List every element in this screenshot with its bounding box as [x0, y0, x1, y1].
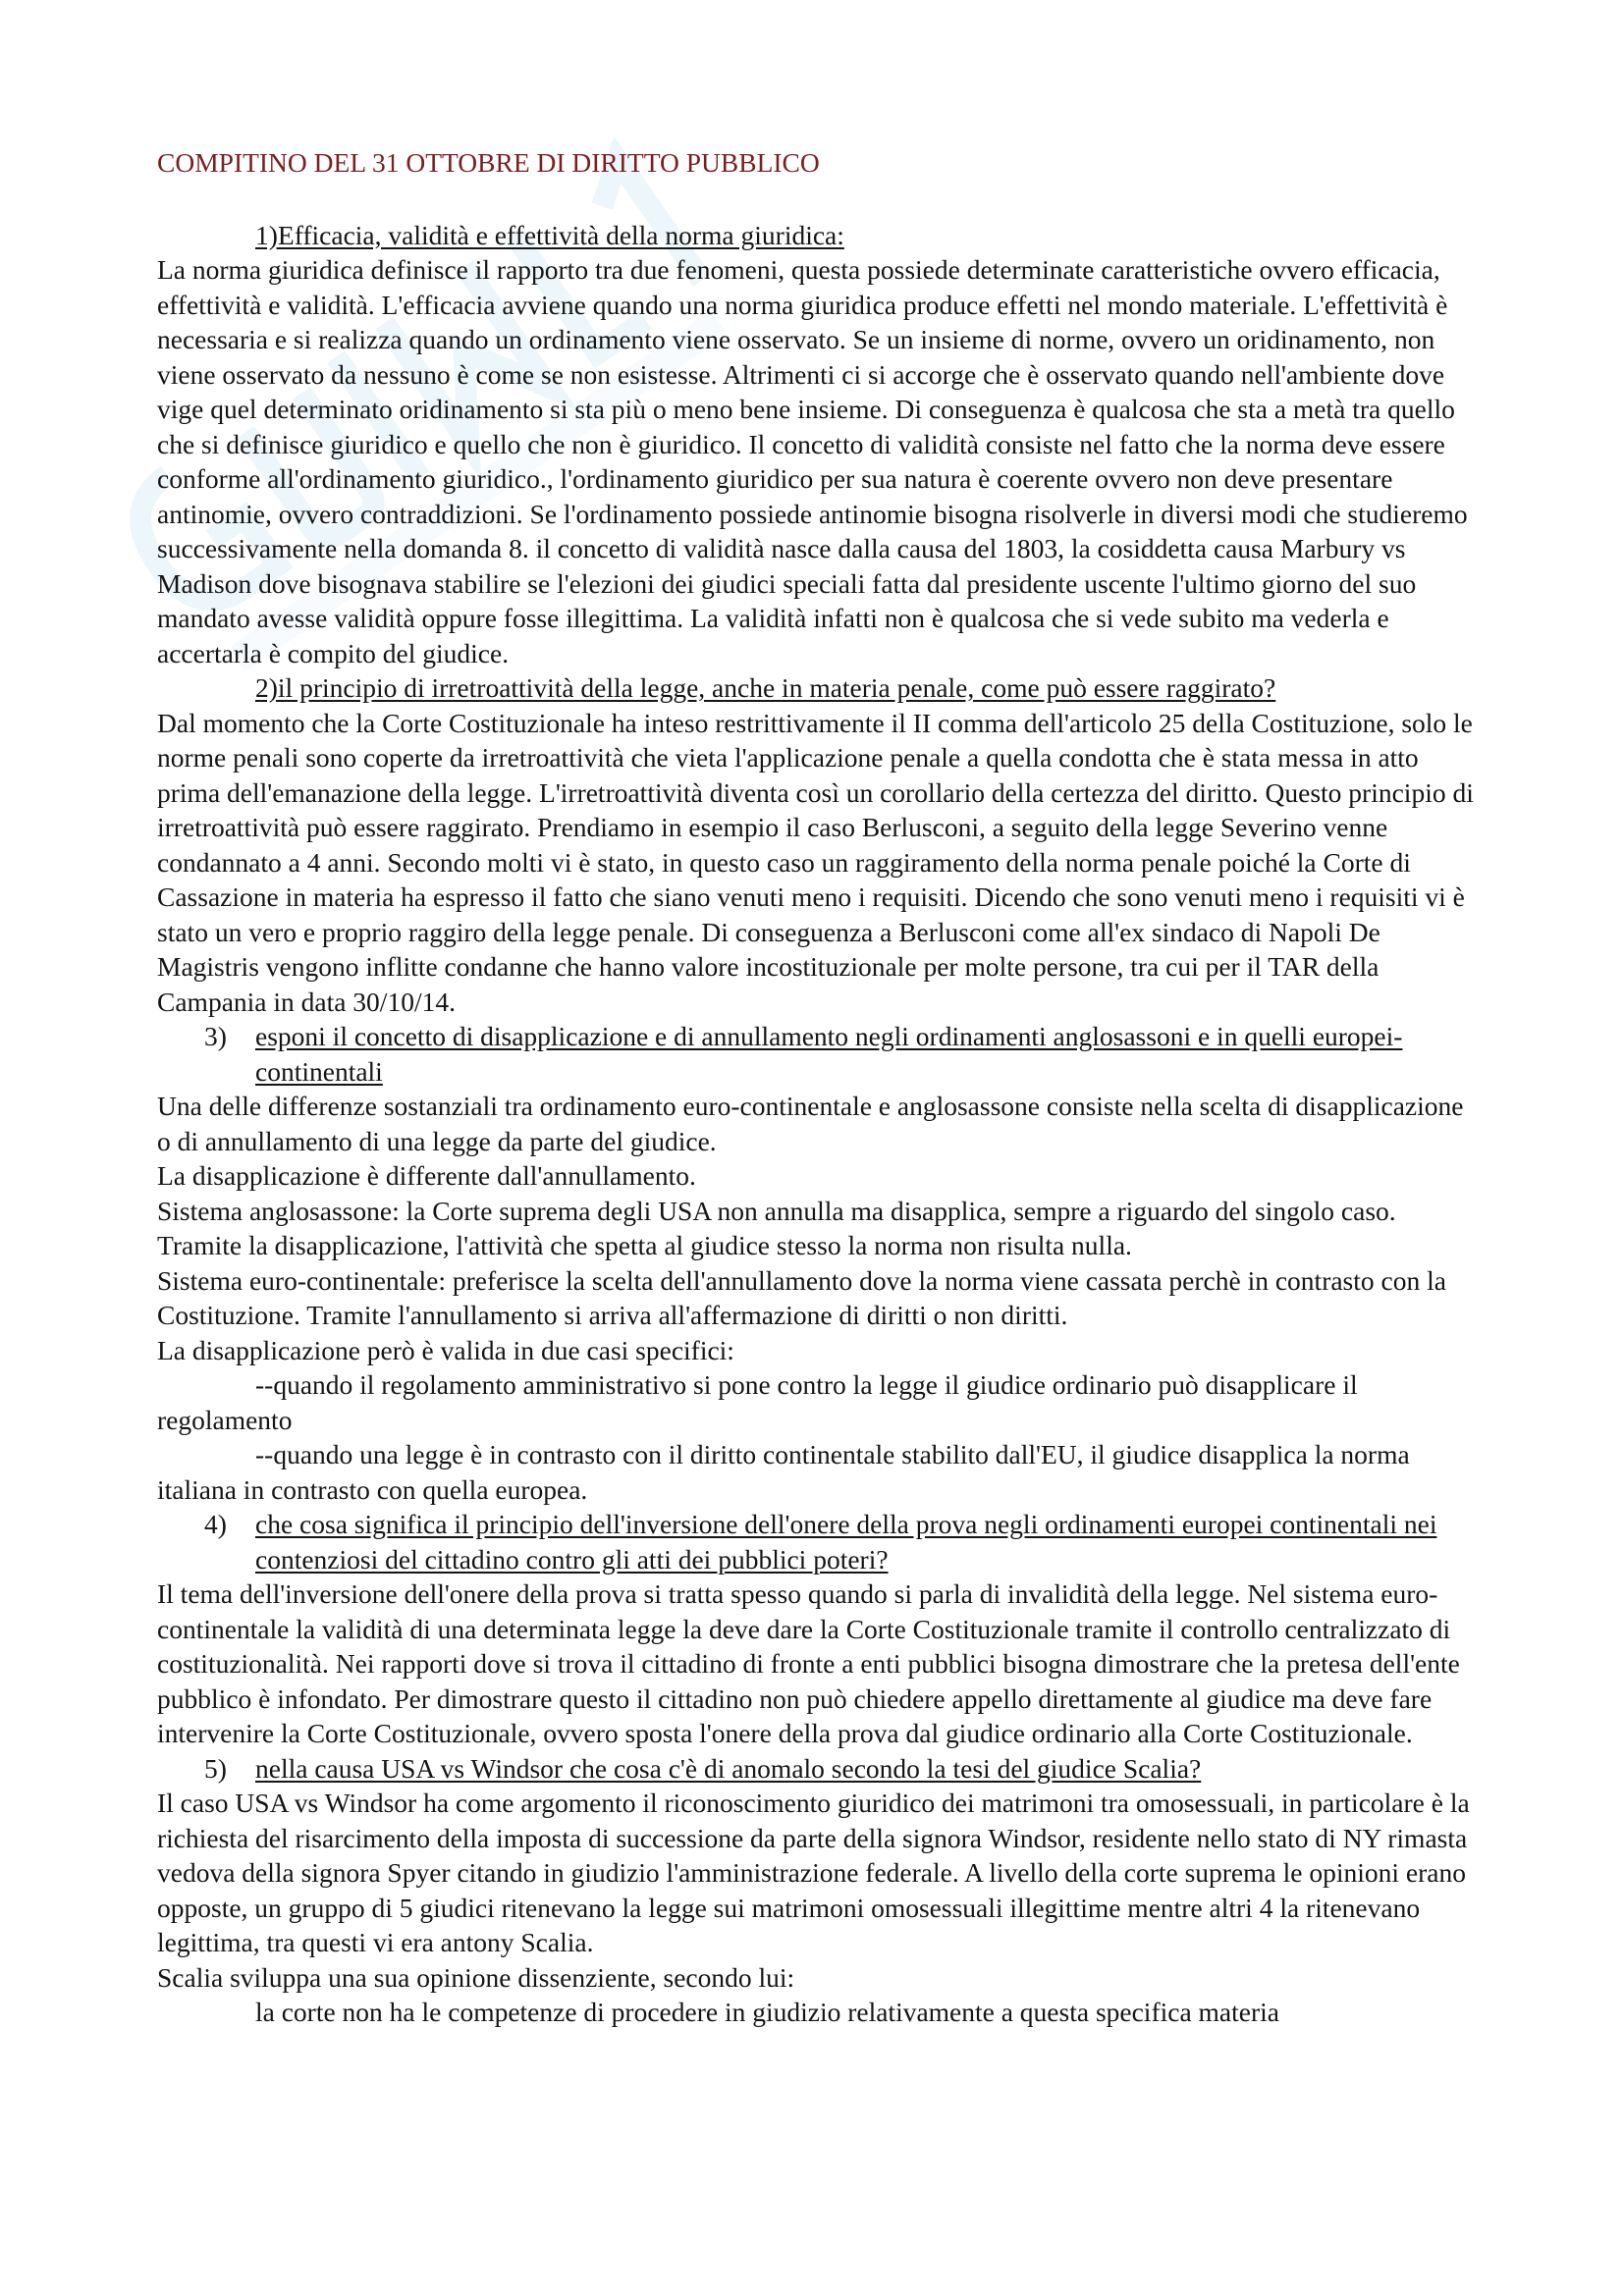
- answer-3-line: Sistema anglosassone: la Corte suprema degli USA non annulla ma disapplica, sempre a riguardo del singolo caso. Tramite la disapplicazione, l'attività che spetta al giudice stesso la norma non risulta nulla.: [157, 1195, 1396, 1260]
- question-5-title: nella causa USA vs Windsor che cosa c'è di anomalo secondo la tesi del giudice Scalia?: [255, 1752, 1202, 1784]
- answer-3-case: --quando una legge è in contrasto con il diritto continentale stabilito dall'EU, il giudice disapplica la norma italiana in contrasto con quella europea.: [157, 1439, 1410, 1505]
- question-1-heading: 1)Efficacia, validità e effettività della norma giuridica:: [255, 219, 844, 250]
- answer-3-line: La disapplicazione è differente dall'annullamento.: [157, 1160, 696, 1191]
- answer-3-line: Una delle differenze sostanziali tra ordinamento euro-continentale e anglosassone consiste nella scelta di disapplicazione o di annullamento di una legge da parte del giudice.: [157, 1091, 1464, 1156]
- question-4-heading: [157, 1507, 1478, 1576]
- document-title: COMPITINO DEL 31 OTTOBRE DI DIRITTO PUBBLICO: [157, 147, 820, 178]
- answer-1-text: La norma giuridica definisce il rapporto tra due fenomeni, questa possiede determinate caratteristiche ovvero efficacia, effettività e validità. L'efficacia avviene quando una norma giuridica produce effetti nel mondo materiale. L'effettività è necessaria e si realizza quando un ordinamento viene osservato. Se un insieme di norme, ovvero un oridinamento, non viene osservato da nessuno è come se non esistesse. Altrimenti ci si accorge che è osservato quando nell'ambiente dove vige quel determinato oridinamento si sta più o meno bene insieme. Di conseguenza è qualcosa che sta a metà tra quello che si definisce giuridico e quello che non è giuridico. Il concetto di validità consiste nel fatto che la norma deve essere conforme all'ordinamento giuridico., l'ordinamento giuridico per sua natura è coerente ovvero non deve presentare antinomie, ovvero contraddizioni. Se l'ordinamento possiede antinomie bisogna risolverle in diversi modi che studieremo successivamente nella domanda 8. il concetto di validità nasce dalla causa del 1803, la cosiddetta causa Marbury vs Madison dove bisognava stabilire se l'elezioni dei giudici speciali fatta dal presidente uscente l'ultimo giorno del suo mandato avesse validità oppure fosse illegittima. La validità infatti non è qualcosa che si vede subito ma vederla e accertarla è compito del giudice.: [157, 254, 1468, 668]
- question-5-heading: [157, 1751, 1478, 1787]
- question-5-number: 5): [204, 1752, 227, 1784]
- answer-3-case: --quando il regolamento amministrativo si pone contro la legge il giudice ordinario può disapplicare il regolamento: [157, 1369, 1358, 1435]
- answer-3-line: La disapplicazione però è valida in due casi specifici:: [157, 1334, 734, 1365]
- question-3-heading: [157, 1019, 1478, 1089]
- answer-2-text: Dal momento che la Corte Costituzionale ha inteso restrittivamente il II comma dell'articolo 25 della Costituzione, solo le norme penali sono coperte da irretroattività che vieta l'applicazione penale a quella condotta che è stata messa in atto prima dell'emanazione della legge. L'irretroattività diventa così un corollario della certezza del diritto. Questo principio di irretroattività può essere raggirato. Prendiamo in esempio il caso Berlusconi, a seguito della legge Severino venne condannato a 4 anni. Secondo molti vi è stato, in questo caso un raggiramento della norma penale poiché la Corte di Cassazione in materia ha espresso il fatto che siano venuti meno i requisiti. Dicendo che sono venuti meno i requisiti vi è stato un vero e proprio raggiro della legge penale. Di conseguenza a Berlusconi come all'ex sindaco di Napoli De Magistris vengono inflitte condanne che hanno valore incostituzionale per molte persone, tra cui per il TAR della Campania in data 30/10/14.: [157, 707, 1474, 1017]
- answer-5-text: Il caso USA vs Windsor ha come argomento il riconoscimento giuridico dei matrimoni tra omosessuali, in particolare è la richiesta del risarcimento della imposta di successione da parte della signora Windsor, residente nello stato di NY rimasta vedova della signora Spyer citando in giudizio l'amministrazione federale. A livello della corte suprema le opinioni erano opposte, un gruppo di 5 giudici ritenevano la legge sui matrimoni omosessuali illegittime mentre altri 4 la ritenevano legittima, tra questi vi era antony Scalia.: [157, 1788, 1470, 1957]
- answer-5-lead: Scalia sviluppa una sua opinione dissenziente, secondo lui:: [157, 1961, 795, 1993]
- answer-4-text: Il tema dell'inversione dell'onere della prova si tratta spesso quando si parla di invalidità della legge. Nel sistema euro-continentale la validità di una determinata legge la deve dare la Corte Costituzionale tramite il controllo centralizzato di costituzionalità. Nei rapporti dove si trova il cittadino di fronte a enti pubblici bisogna dimostrare che la pretesa dell'ente pubblico è infondato. Per dimostrare questo il cittadino non può chiedere appello direttamente al giudice ma deve fare intervenire la Corte Costituzionale, ovvero sposta l'onere della prova dal giudice ordinario alla Corte Costituzionale.: [157, 1578, 1460, 1748]
- answer-5-point: la corte non ha le competenze di procedere in giudizio relativamente a questa specifica materia: [255, 1997, 1279, 2027]
- answer-3-line: Sistema euro-continentale: preferisce la scelta dell'annullamento dove la norma viene cassata perchè in contrasto con la Costituzione. Tramite l'annullamento si arriva all'affermazione di diritti o non diritti.: [157, 1264, 1446, 1330]
- question-2-heading: 2)il principio di irretroattività della legge, anche in materia penale, come può essere raggirato?: [255, 672, 1276, 703]
- question-3-number: 3): [204, 1021, 227, 1051]
- question-4-number: 4): [204, 1509, 227, 1539]
- document-body: [157, 145, 1478, 2030]
- question-3-title: esponi il concetto di disapplicazione e di annullamento negli ordinamenti anglosassoni e in quelli europei-continentali: [255, 1021, 1403, 1087]
- question-4-title: che cosa significa il principio dell'inversione dell'onere della prova negli ordinamenti europei continentali nei contenziosi del cittadino contro gli atti dei pubblici poteri?: [255, 1509, 1437, 1575]
